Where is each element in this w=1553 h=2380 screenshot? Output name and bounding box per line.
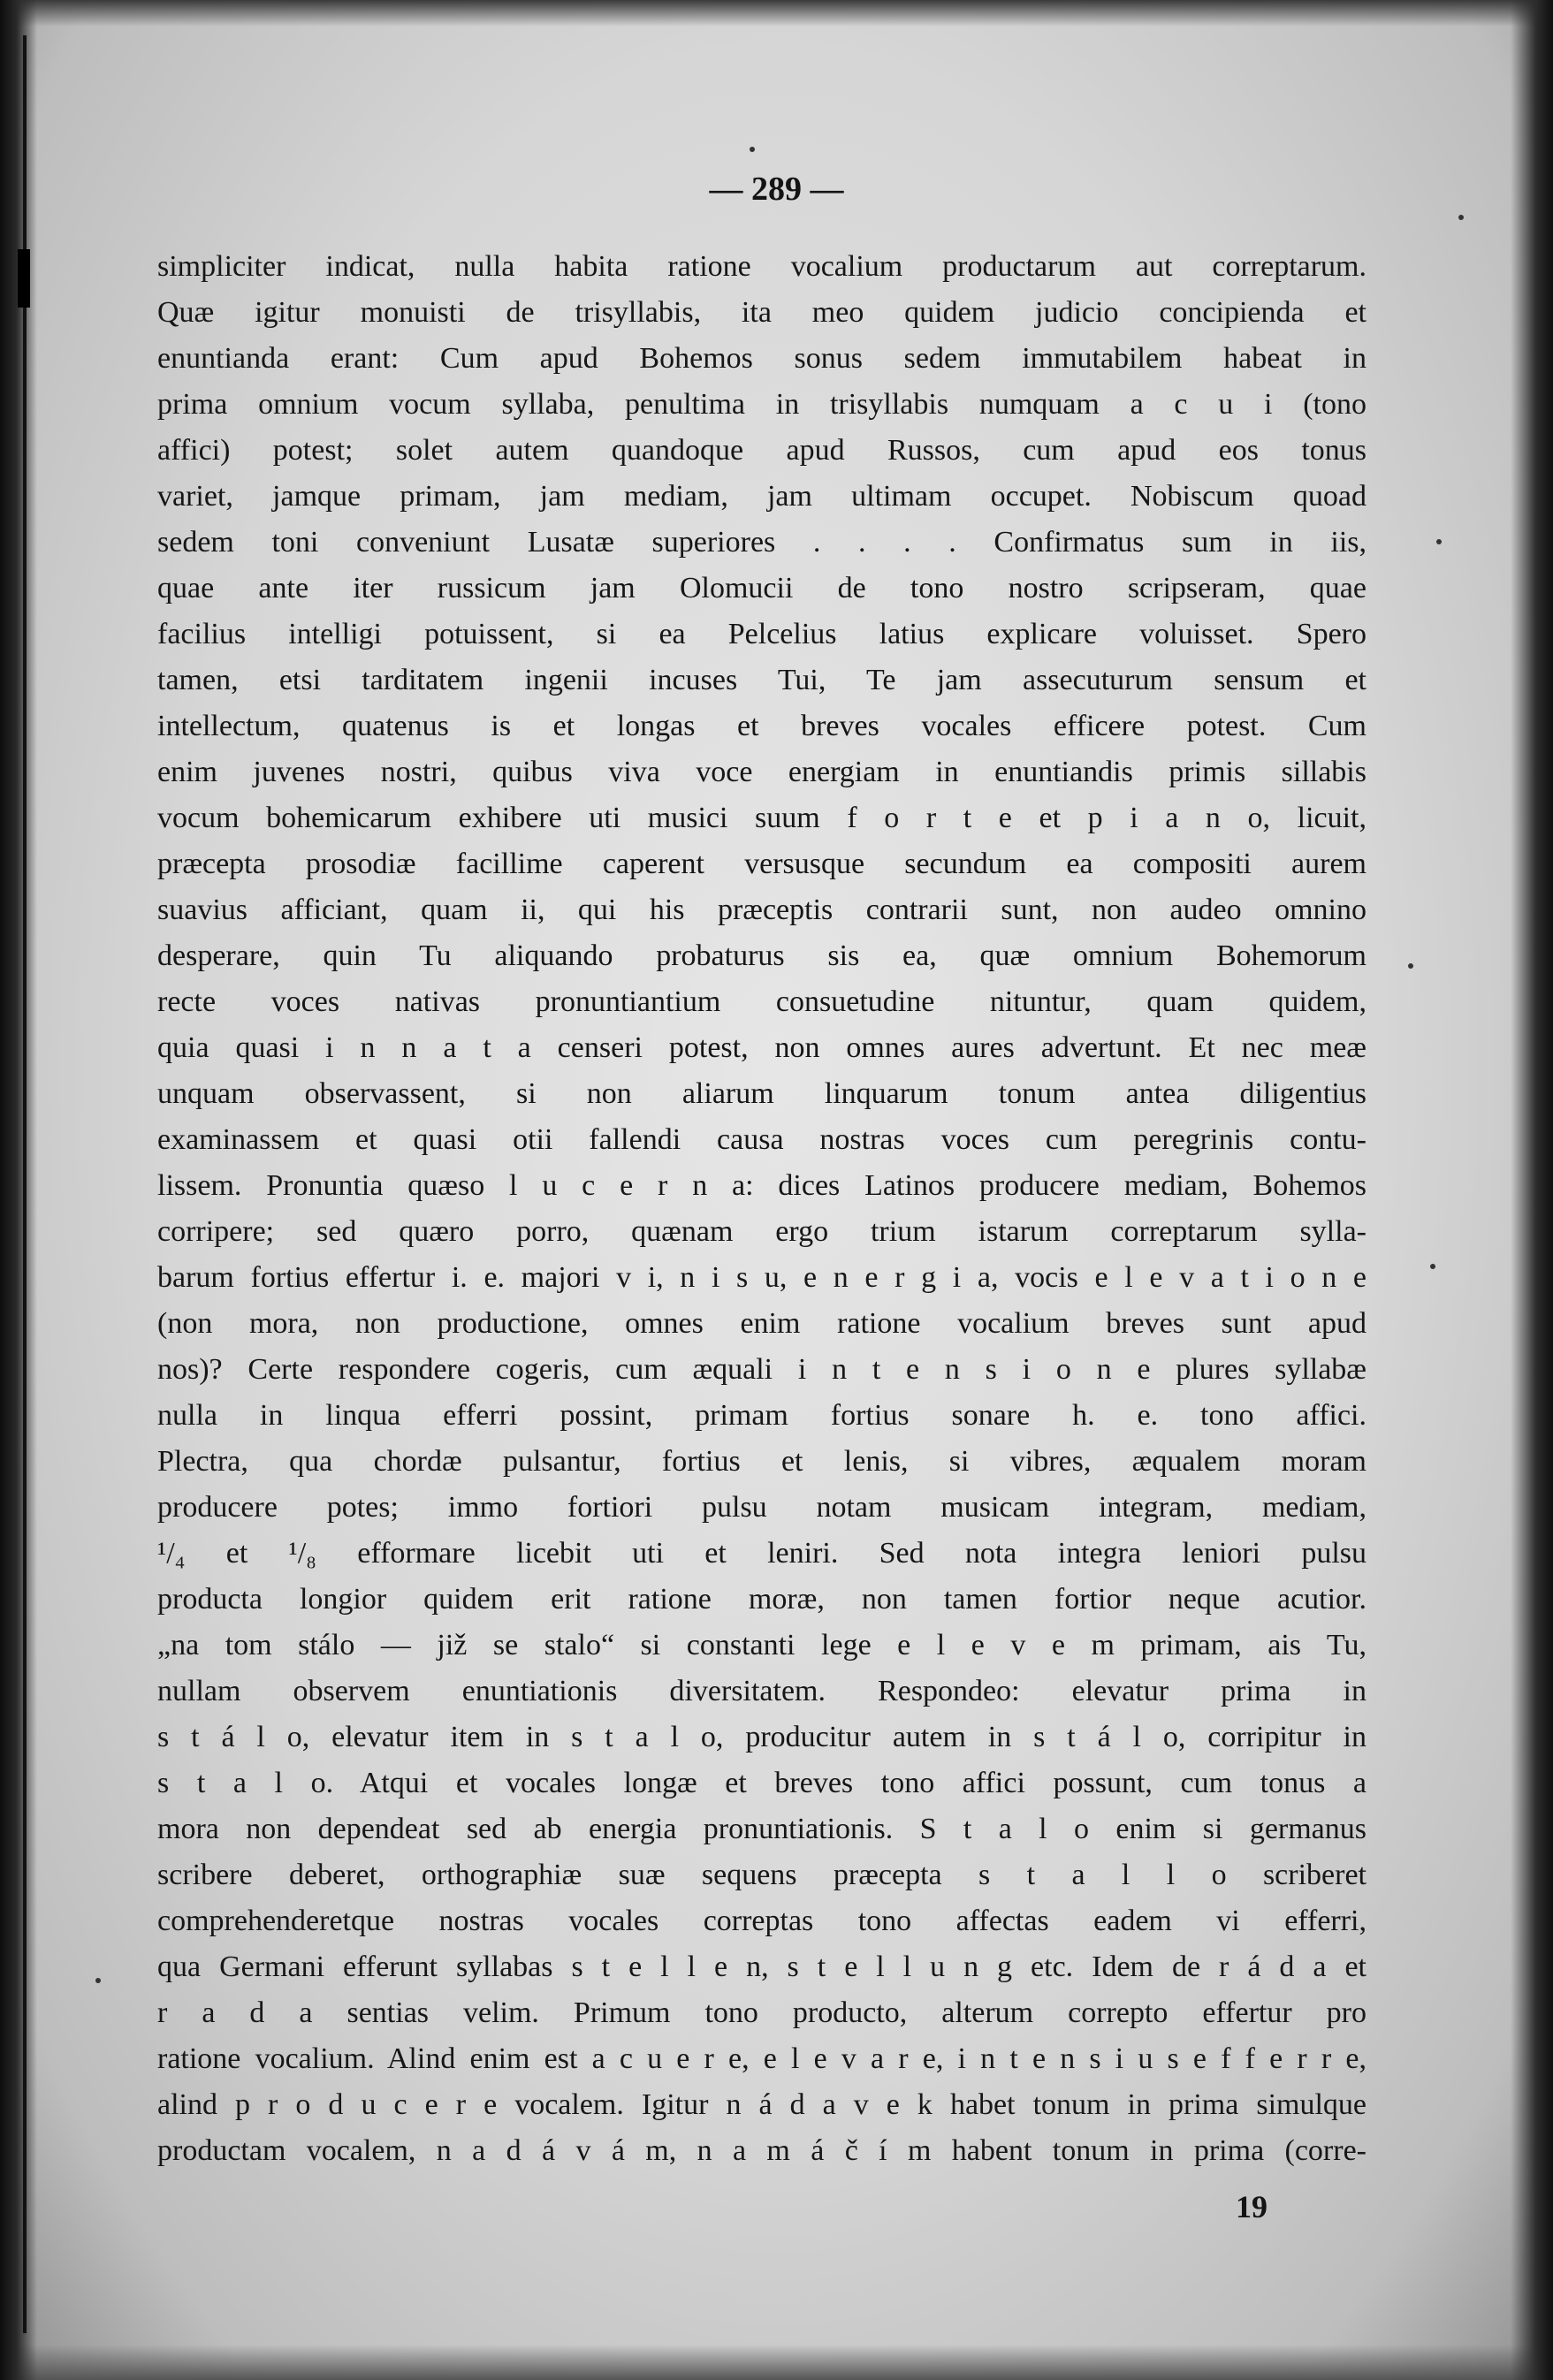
text-line: simpliciter indicat, nulla habita ratione vocalium productarum aut correptarum.: [157, 250, 1366, 283]
text-line: producta longior quidem erit ratione moræ, non tamen fortior neque acutior.: [157, 1583, 1366, 1616]
text-line: ¹/₄ et ¹/₈ efformare licebit uti et leniri. Sed nota integra leniori pulsu: [157, 1537, 1366, 1570]
scan-speck: [750, 147, 755, 152]
text-line: enim juvenes nostri, quibus viva voce energiam in enuntiandis primis sillabis: [157, 756, 1366, 788]
text-line: enuntianda erant: Cum apud Bohemos sonus sedem immutabilem habeat in: [157, 342, 1366, 375]
text-line: s t a l o. Atqui et vocales longæ et breves tono affici possunt, cum tonus a: [157, 1767, 1366, 1799]
text-line: prima omnium vocum syllaba, penultima in trisyllabis numquam a c u i (tono: [157, 388, 1366, 421]
text-line: variet, jamque primam, jam mediam, jam ultimam occupet. Nobiscum quoad: [157, 480, 1366, 513]
text-line: præcepta prosodiæ facillime caperent versusque secundum ea compositi aurem: [157, 848, 1366, 880]
text-line: nos)? Certe respondere cogeris, cum æquali i n t e n s i o n e plures syllabæ: [157, 1353, 1366, 1386]
text-line: „na tom stálo — již se stalo“ si constanti lege e l e v e m primam, ais Tu,: [157, 1629, 1366, 1661]
text-line: intellectum, quatenus is et longas et breves vocales efficere potest. Cum: [157, 710, 1366, 742]
margin-mark: [18, 249, 30, 308]
scan-speck: [1408, 963, 1413, 969]
text-line: nulla in linqua efferri possint, primam fortius sonare h. e. tono affici.: [157, 1399, 1366, 1432]
scan-right-shadow: [1511, 0, 1553, 2380]
scan-speck: [1430, 1264, 1435, 1269]
text-line: quae ante iter russicum jam Olomucii de tono nostro scripseram, quae: [157, 572, 1366, 605]
text-line: lissem. Pronuntia quæso l u c e r n a: dices Latinos producere mediam, Bohemos: [157, 1169, 1366, 1202]
text-line: comprehenderetque nostras vocales correptas tono affectas eadem vi efferri,: [157, 1905, 1366, 1937]
text-line: recte voces nativas pronuntiantium consuetudine nituntur, quam quidem,: [157, 985, 1366, 1018]
text-line: quia quasi i n n a t a censeri potest, non omnes aures advertunt. Et nec meæ: [157, 1031, 1366, 1064]
text-line: producere potes; immo fortiori pulsu notam musicam integram, mediam,: [157, 1491, 1366, 1524]
text-line: unquam observassent, si non aliarum linquarum tonum antea diligentius: [157, 1077, 1366, 1110]
text-line: (non mora, non productione, omnes enim ratione vocalium breves sunt apud: [157, 1307, 1366, 1340]
text-line: alind p r o d u c e r e vocalem. Igitur n á d a v e k habet tonum in prima simulque: [157, 2088, 1366, 2121]
signature-mark: 19: [1236, 2189, 1268, 2224]
text-line: mora non dependeat sed ab energia pronuntiationis. S t a l o enim si germanus: [157, 1813, 1366, 1845]
scan-left-edge-line: [23, 35, 27, 2333]
scan-left-shadow: [0, 0, 37, 2380]
text-line: suavius afficiant, quam ii, qui his præceptis contrarii sunt, non audeo omnino: [157, 893, 1366, 926]
page-number-header: — 289 —: [709, 171, 844, 208]
text-line: sedem toni conveniunt Lusatæ superiores . . . . Confirmatus sum in iis,: [157, 526, 1366, 559]
text-line: qua Germani efferunt syllabas s t e l l e n, s t e l l u n g etc. Idem de r á d a et: [157, 1950, 1366, 1983]
text-line: tamen, etsi tarditatem ingenii incuses Tui, Te jam assecuturum sensum et: [157, 664, 1366, 696]
text-line: nullam observem enuntiationis diversitatem. Respondeo: elevatur prima in: [157, 1675, 1366, 1707]
scan-bottom-shadow: [0, 2345, 1553, 2380]
text-line: Quæ igitur monuisti de trisyllabis, ita meo quidem judicio concipienda et: [157, 296, 1366, 329]
text-line: productam vocalem, n a d á v á m, n a m á č í m habent tonum in prima (corre-: [157, 2134, 1366, 2167]
text-line: barum fortius effertur i. e. majori v i, n i s u, e n e r g i a, vocis e l e v a t i o n e: [157, 1261, 1366, 1294]
text-line: Plectra, qua chordæ pulsantur, fortius et lenis, si vibres, æqualem moram: [157, 1445, 1366, 1478]
scan-speck: [95, 1978, 101, 1983]
text-line: facilius intelligi potuissent, si ea Pelcelius latius explicare voluisset. Spero: [157, 618, 1366, 650]
body-text: [157, 244, 1366, 2174]
text-line: r a d a sentias velim. Primum tono producto, alterum correpto effertur pro: [157, 1996, 1366, 2029]
text-line: corripere; sed quæro porro, quænam ergo trium istarum correptarum sylla-: [157, 1215, 1366, 1248]
text-line: affici) potest; solet autem quandoque apud Russos, cum apud eos tonus: [157, 434, 1366, 467]
text-line: scribere deberet, orthographiæ suæ sequens præcepta s t a l l o scriberet: [157, 1859, 1366, 1891]
text-line: s t á l o, elevatur item in s t a l o, producitur autem in s t á l o, corripitur in: [157, 1721, 1366, 1753]
scan-top-shadow: [0, 0, 1553, 27]
scan-speck: [1458, 215, 1464, 220]
scan-speck: [1436, 539, 1442, 544]
text-line: vocum bohemicarum exhibere uti musici suum f o r t e et p i a n o, licuit,: [157, 802, 1366, 834]
text-line: desperare, quin Tu aliquando probaturus sis ea, quæ omnium Bohemorum: [157, 939, 1366, 972]
text-line: examinassem et quasi otii fallendi causa nostras voces cum peregrinis contu-: [157, 1123, 1366, 1156]
text-line: ratione vocalium. Alind enim est a c u e r e, e l e v a r e, i n t e n s i u s e f f e r r e,: [157, 2042, 1366, 2075]
